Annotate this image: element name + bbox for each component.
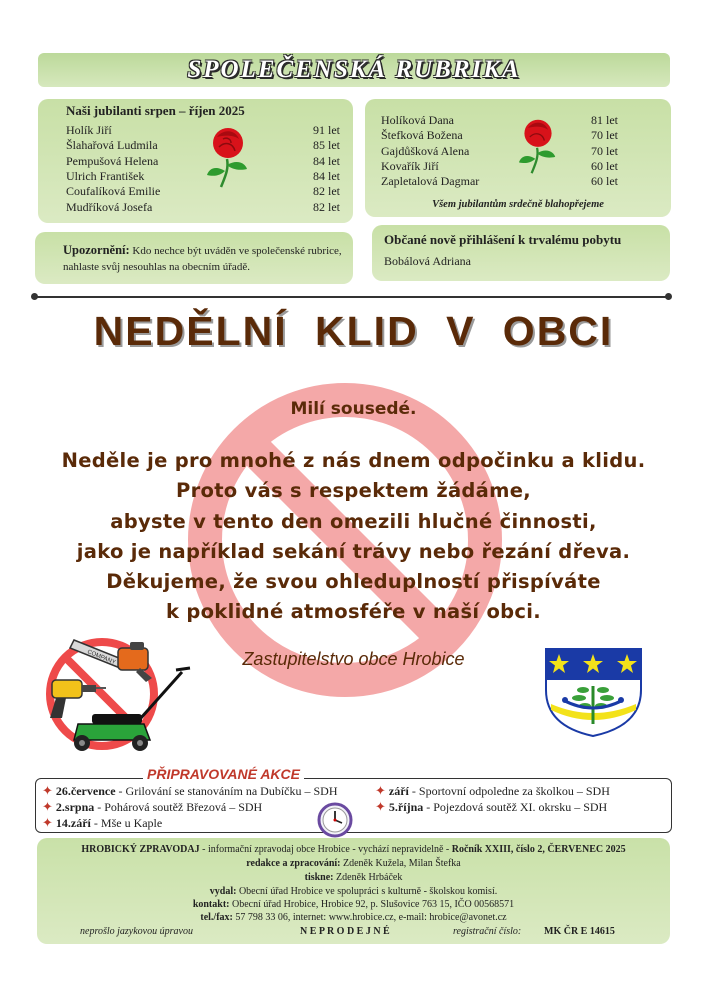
jubilant-row — [66, 199, 340, 214]
jubilant-age: 84 let — [313, 169, 340, 184]
event-item — [375, 783, 610, 799]
footer — [37, 838, 670, 944]
new-resident-name: Bobálová Adriana — [384, 254, 471, 268]
jubilant-row — [381, 159, 618, 174]
editors: Zdeněk Kužela, Milan Štefka — [340, 858, 461, 869]
rose-icon — [515, 117, 561, 175]
editors-label: redakce a zpracování: — [246, 858, 341, 869]
publisher: Obecní úřad Hrobice ve spolupráci s kulturně - školskou komisí. — [236, 886, 498, 897]
divider-dot — [31, 293, 38, 300]
footer-line-6 — [37, 912, 670, 923]
jubilant-name: Mudříková Josefa — [66, 199, 153, 214]
reg-label: registrační číslo: — [453, 926, 522, 937]
jubilant-name: Holíková Dana — [381, 113, 454, 128]
event-item — [375, 799, 607, 815]
jubilant-age: 60 let — [591, 159, 618, 174]
jubilant-name: Pempušová Helena — [66, 153, 159, 168]
event-text: - Sportovní odpoledne za školkou – SDH — [408, 784, 610, 798]
jubilant-name: Zapletalová Dagmar — [381, 174, 480, 189]
contact-label: kontakt: — [192, 899, 230, 910]
footer-line-5 — [37, 899, 670, 910]
notice-text — [63, 242, 348, 275]
jubilant-row — [381, 128, 618, 143]
event-item — [42, 783, 338, 799]
jubilants-box-right — [365, 99, 671, 217]
contact: Obecní úřad Hrobice, Hrobice 92, p. Slušovice 763 15, IČO 00568571 — [229, 899, 515, 910]
event-text: - Mše u Kaple — [90, 816, 163, 830]
publisher-label: vydal: — [209, 886, 237, 897]
jubilant-row — [381, 144, 618, 159]
not-proofread: neprošlo jazykovou úpravou — [80, 926, 193, 937]
footer-line-2 — [37, 858, 670, 869]
jubilant-name: Gajdůšková Alena — [381, 143, 470, 158]
jubilants-box-left — [38, 99, 353, 223]
signature: Zastupitelstvo obce Hrobice — [242, 649, 465, 669]
tel-label: tel./fax: — [200, 912, 233, 923]
printer: Zdeněk Hrbáček — [333, 872, 403, 883]
jubilant-age: 70 let — [591, 143, 618, 158]
jubilant-age: 82 let — [313, 184, 340, 199]
jubilant-age: 82 let — [313, 199, 340, 214]
notice-body: Kdo nechce být uváděn ve společenské rubrice, nahlaste svůj nesouhlas na obecním úřadě. — [63, 245, 342, 273]
event-text: - Pojezdová soutěž XI. okrsku – SDH — [423, 800, 608, 814]
jubilants-wish: Všem jubilantům srdečně blahopřejeme — [432, 199, 604, 210]
footer-line-1 — [37, 844, 670, 855]
jubilant-name: Coufalíková Emilie — [66, 184, 161, 199]
jubilant-age: 81 let — [591, 113, 618, 128]
noisy-tools-icon — [40, 628, 210, 758]
clock-icon — [317, 802, 353, 838]
jubilant-name: Šlahařová Ludmila — [66, 138, 158, 153]
jubilant-name: Holík Jiří — [66, 123, 112, 138]
message-line: Děkujeme, že svou ohleduplností přispíváte — [106, 570, 601, 594]
newsletter-name: HROBICKÝ ZPRAVODAJ — [81, 844, 200, 855]
event-item — [42, 815, 162, 831]
jubilant-age: 60 let — [591, 174, 618, 189]
star-icon: ✦ — [42, 799, 53, 814]
new-residents-box — [372, 225, 670, 281]
section-title: SPOLEČENSKÁ RUBRIKA — [187, 56, 521, 83]
newsletter-desc: - informační zpravodaj obce Hrobice - vychází nepravidelně - — [199, 844, 452, 855]
event-item — [42, 799, 262, 815]
jubilant-age: 84 let — [313, 153, 340, 168]
newsletter-issue: Ročník XXIII, číslo 2, ČERVENEC 2025 — [451, 844, 626, 855]
message-line: jako je například sekání trávy nebo řezání dřeva. — [76, 539, 631, 563]
event-text: - Grilování se stanováním na Dubíčku – SDH — [115, 784, 338, 798]
not-for-sale: N E P R O D E J N É — [300, 926, 390, 937]
rose-icon — [203, 125, 253, 189]
footer-line-3 — [37, 872, 670, 883]
events-title: PŘIPRAVOVANÉ AKCE — [143, 766, 304, 782]
jubilant-name: Kovařík Jiří — [381, 159, 439, 174]
jubilant-age: 91 let — [313, 123, 340, 138]
message-line: k poklidné atmosféře v naší obci. — [166, 600, 541, 624]
jubilant-age: 70 let — [591, 128, 618, 143]
new-residents-title: Občané nově přihlášení k trvalému pobytu — [384, 232, 622, 247]
notice-box — [35, 232, 353, 284]
message-line: Proto vás s respektem žádáme, — [175, 479, 531, 503]
reg-number: MK ČR E 14615 — [544, 926, 615, 937]
star-icon: ✦ — [375, 799, 386, 814]
coat-of-arms-icon — [543, 646, 644, 738]
chainsaw-brand: COMPANY — [86, 649, 117, 667]
footer-line-4 — [37, 886, 670, 897]
message-body — [0, 446, 707, 628]
notice-label: Upozornění: — [63, 243, 130, 257]
divider-dot — [665, 293, 672, 300]
tel: 57 798 33 06, internet: www.hrobice.cz, e-mail: hrobice@avonet.cz — [232, 912, 507, 923]
jubilant-name: Štefková Božena — [381, 128, 463, 143]
event-date: 14.září — [55, 816, 91, 830]
section-banner — [38, 53, 670, 87]
jubilant-row — [381, 113, 618, 128]
event-text: - Pohárová soutěž Březová – SDH — [94, 800, 263, 814]
event-date: 5.října — [388, 800, 424, 814]
jubilant-name: Ulrich František — [66, 169, 145, 184]
event-date: září — [388, 784, 409, 798]
jubilant-age: 85 let — [313, 138, 340, 153]
jubilant-row — [381, 174, 618, 189]
jubilants-heading: Naši jubilanti srpen – říjen 2025 — [66, 103, 245, 118]
star-icon: ✦ — [42, 815, 53, 830]
main-title: NEDĚLNÍ KLID V OBCI — [93, 308, 614, 354]
greeting: Milí sousedé. — [290, 399, 417, 419]
star-icon: ✦ — [375, 783, 386, 798]
event-date: 2.srpna — [55, 800, 95, 814]
star-icon: ✦ — [42, 783, 53, 798]
divider — [33, 296, 669, 298]
print-label: tiskne: — [304, 872, 334, 883]
event-date: 26.července — [55, 784, 116, 798]
message-line: Neděle je pro mnohé z nás dnem odpočinku a klidu. — [61, 449, 646, 472]
message-line: abyste v tento den omezili hlučné činnosti, — [110, 509, 597, 533]
jubilants-list-right — [381, 113, 618, 189]
